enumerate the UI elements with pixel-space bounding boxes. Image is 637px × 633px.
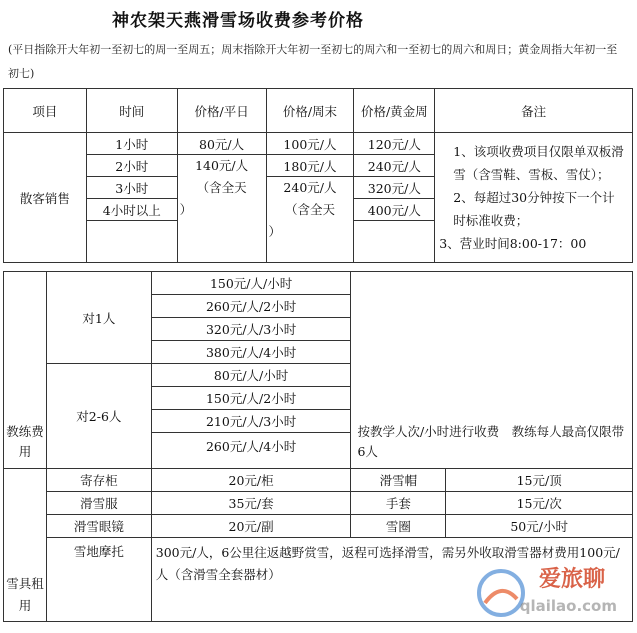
category-cell: 散客销售: [4, 133, 87, 263]
header-time: 时间: [86, 89, 177, 133]
golden-cell: 240元/人: [354, 155, 435, 177]
weekday-cell: 80元/人: [177, 133, 266, 155]
weekend-line: ）: [268, 224, 282, 239]
coach-note-cell: 按教学人次/小时进行收费 教练每人最高仅限带6人: [351, 272, 633, 469]
header-weekend: 价格/周末: [266, 89, 354, 133]
golden-cell: 320元/人: [354, 177, 435, 199]
header-item: 项目: [4, 89, 87, 133]
weekend-line: 240元/人: [283, 180, 337, 195]
rental-item: 寄存柜: [46, 469, 151, 492]
time-cell: 2小时: [86, 155, 177, 177]
coach-label-cell: 教练费用: [4, 272, 47, 469]
table-header-row: [4, 89, 633, 133]
weekday-line: （含全天: [196, 180, 247, 195]
rental-item: 滑雪服: [46, 492, 151, 515]
remark-line: 3、营业时间8:00-17：00: [439, 236, 587, 251]
rental-price: 20元/副: [151, 515, 351, 538]
price-note: (平日指除开大年初一至初七的周一至周五；周末指除开大年初一至初七的周六和一至初七的周六和周日；黄金周指大年初一至初七): [8, 43, 618, 80]
one-price-cell: 320元/人/3小时: [151, 318, 351, 341]
table-row: [4, 272, 633, 295]
moto-desc: 300元/人，6公里往返越野赏雪，返程可选择滑雪，需另外收取滑雪器材费用100元/人（含滑雪全套器材）: [151, 538, 632, 622]
rental-item: 滑雪眼镜: [46, 515, 151, 538]
group-label: 对2-6人: [46, 364, 151, 469]
time-cell: 1小时: [86, 133, 177, 155]
rental-item: 手套: [351, 492, 446, 515]
watermark-text: 爱旅聊: [538, 567, 605, 592]
remark-line: 1、该项收费项目仅限单双板滑雪（含雪鞋、雪板、雪仗）；: [453, 144, 624, 182]
group-price-cell: 210元/人/3小时: [151, 410, 351, 433]
header-remark: 备注: [435, 89, 633, 133]
table-row: [4, 515, 633, 538]
weekend-cell: 100元/人: [266, 133, 354, 155]
time-cell: 3小时: [86, 177, 177, 199]
retail-price-table: [3, 88, 633, 263]
table-row: [4, 469, 633, 492]
weekday-line: ）: [179, 202, 193, 217]
weekend-cell: 180元/人: [266, 155, 354, 177]
watermark-url: qlailao.com: [519, 597, 617, 615]
moto-item: 雪地摩托: [46, 538, 151, 622]
one-price-cell: 260元/人/2小时: [151, 295, 351, 318]
rental-price: 50元/小时: [446, 515, 633, 538]
rental-price: 35元/套: [151, 492, 351, 515]
weekend-line: （含全天: [284, 202, 335, 217]
group-price-cell: 260元/人/4小时: [151, 433, 351, 469]
remark-line: 2、每超过30分钟按下一个计 时标准收费；: [453, 190, 628, 228]
one-price-cell: 380元/人/4小时: [151, 341, 351, 364]
golden-cell: 120元/人: [354, 133, 435, 155]
weekend-cell: [266, 177, 354, 263]
rental-item: 滑雪帽: [351, 469, 446, 492]
rental-price: 15元/次: [446, 492, 633, 515]
group-price-cell: 150元/人/2小时: [151, 387, 351, 410]
rental-price: 20元/柜: [151, 469, 351, 492]
header-weekday: 价格/平日: [177, 89, 266, 133]
golden-cell: 400元/人: [354, 199, 435, 221]
group-price-cell: 80元/人/小时: [151, 364, 351, 387]
watermark: [471, 559, 631, 629]
weekday-cell: [177, 155, 266, 263]
one-person-label: 对1人: [46, 272, 151, 364]
weekday-line: 140元/人: [195, 158, 249, 173]
rental-price: 15元/顶: [446, 469, 633, 492]
table-row: [4, 492, 633, 515]
rental-label-cell: 雪具租用: [4, 469, 47, 622]
one-price-cell: 150元/人/小时: [151, 272, 351, 295]
table-row: [4, 133, 633, 155]
time-cell: 4小时以上: [86, 199, 177, 221]
header-golden: 价格/黄金周: [354, 89, 435, 133]
rental-item: 雪圈: [351, 515, 446, 538]
remark-cell: [435, 133, 633, 263]
